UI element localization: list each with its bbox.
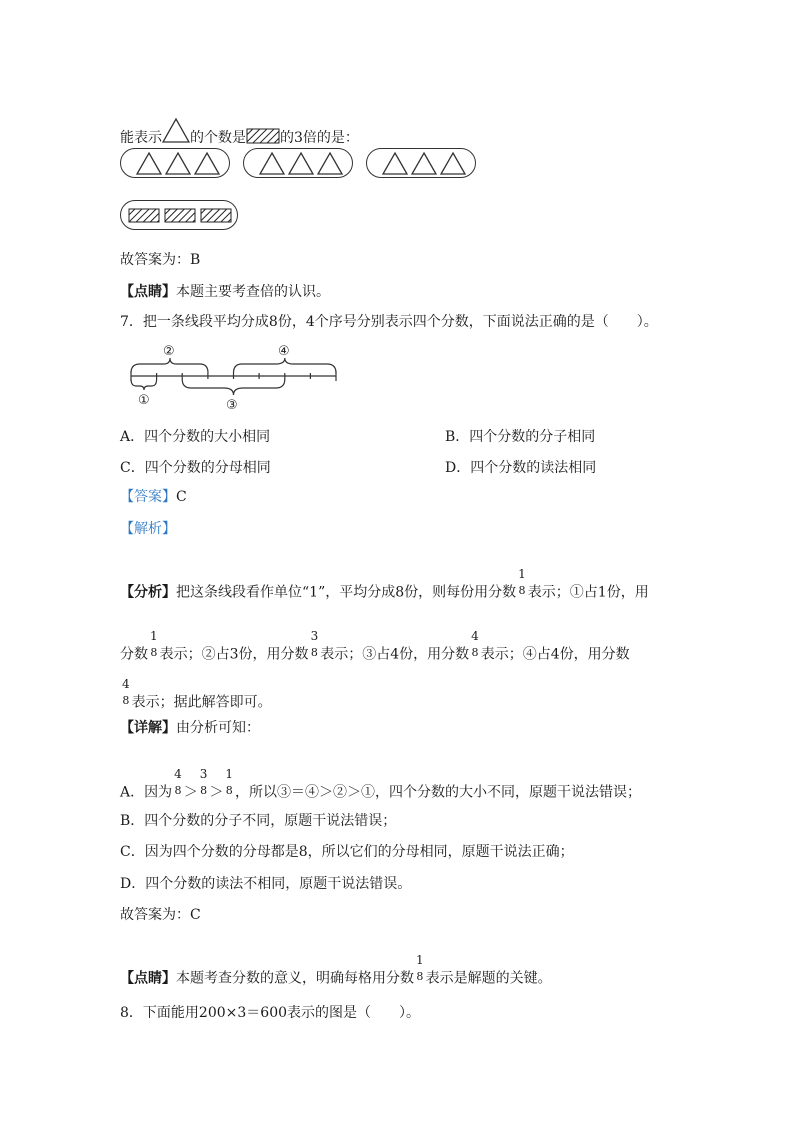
q7-option-c: C．四个分数的分母相同 [120, 460, 271, 476]
q6-statement: 能表示 的个数是 的3倍的是： [120, 118, 359, 147]
q7-fenxi-line1: 【分析】把这条线段看作单位“1”，平均分成8份，则每份用分数 1 8 表示；①占1份，用 [120, 580, 649, 605]
diagram-label-3: ③ [226, 398, 238, 413]
diagram-label-1: ① [138, 393, 150, 408]
hatched-rect-icon [246, 128, 280, 144]
fraction-3-8: 3 8 [199, 767, 208, 797]
q7-option-a: A．四个分数的大小相同 [120, 429, 271, 445]
fraction-3-8: 3 8 [310, 629, 319, 659]
q7-fenxi-line2: 分数 1 8 表示；②占3份，用分数 3 8 表示；③占4份，用分数 4 8 表示；④占4份，用分数 [120, 642, 630, 667]
fraction-1-8: 1 8 [416, 953, 424, 983]
q8-expression: 200×3＝600 [198, 1005, 288, 1021]
fraction-1-8: 1 8 [150, 629, 158, 659]
fraction-4-8: 4 8 [174, 767, 182, 797]
q7-answer-final: 故答案为：C [120, 907, 201, 923]
q7-detail-c: C．因为四个分数的分母都是8，所以它们的分母相同，原题干说法正确； [120, 844, 574, 860]
q7-detail-a: A．因为 4 8 ＞ 3 8 ＞ 1 8 ，所以③＝④＞②＞①，四个分数的大小不同，原题干说法错误； [120, 780, 641, 805]
q8-stem: 8．下面能用200×3＝600表示的图是（ ）。 [120, 1005, 421, 1021]
triangle-group-1 [120, 148, 230, 178]
q7-tip: 【点睛】本题考查分数的意义，明确每格用分数 1 8 表示是解题的关键。 [120, 966, 552, 991]
hatched-group [120, 200, 238, 230]
q7-answer: 【答案】C [120, 489, 187, 505]
fraction-4-8: 4 8 [122, 677, 130, 707]
diagram-label-4: ④ [278, 344, 290, 359]
q7-stem: 7．把一条线段平均分成8份，4个序号分别表示四个分数，下面说法正确的是（ ）。 [120, 314, 658, 330]
diagram-label-2: ② [163, 344, 175, 359]
q7-option-d: D．四个分数的读法相同 [445, 460, 597, 476]
fraction-1-8: 1 8 [225, 767, 234, 797]
triangle-icon [162, 118, 190, 144]
fraction-1-8: 1 8 [518, 567, 526, 597]
q7-analysis-tag: 【解析】 [120, 521, 176, 537]
q7-detail-b: B．四个分数的分子不同，原题干说法错误； [120, 813, 397, 829]
q7-detail-intro: 【详解】由分析可知： [120, 720, 260, 736]
triangle-group-2 [243, 148, 353, 178]
q7-fenxi-line3: 4 8 表示；据此解答即可。 [120, 690, 272, 715]
q7-option-b: B．四个分数的分子相同 [445, 429, 596, 445]
q6-tip: 【点睛】本题主要考查倍的认识。 [120, 284, 330, 300]
q7-detail-d: D．四个分数的读法不相同，原题干说法错误。 [120, 876, 412, 892]
q6-answer: 故答案为：B [120, 252, 201, 268]
triangle-group-3 [366, 148, 476, 178]
segment-diagram [126, 340, 366, 420]
fraction-4-8: 4 8 [471, 629, 479, 659]
